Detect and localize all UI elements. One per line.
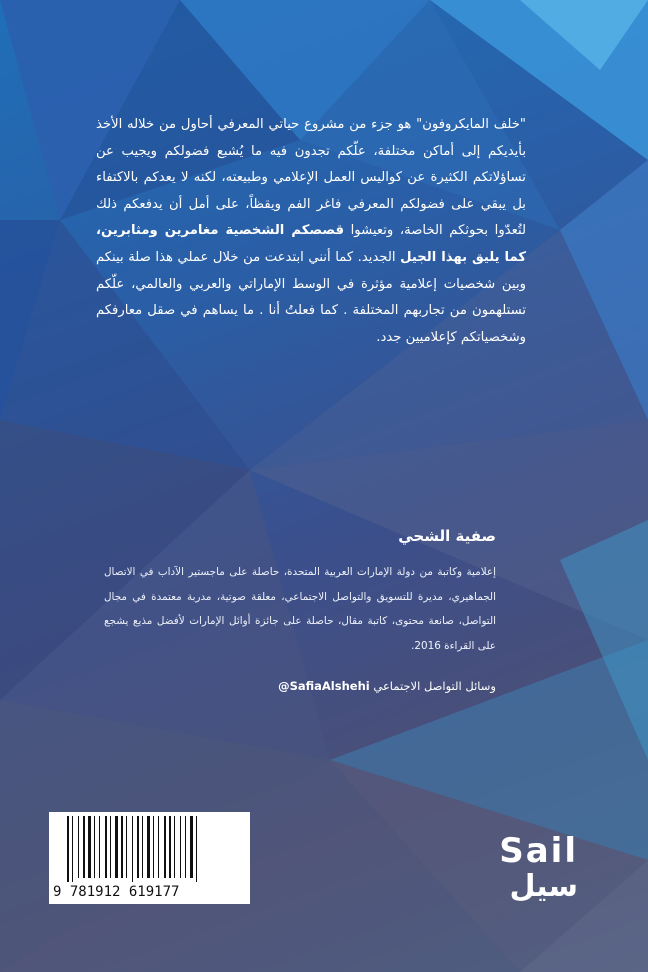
barcode-bar — [126, 816, 127, 878]
isbn-number: 9 781912 619177 — [53, 884, 180, 900]
bio-line: الآداب في الاتصال الجماهيري، مديرة للتسويق والتواصل الاجتماعي، — [104, 566, 496, 603]
barcode-bar — [121, 816, 123, 878]
isbn-barcode — [49, 812, 250, 904]
blurb-line: أحاول من خلاله الأخذ بأيديكم إلى أماكن مختلفة، علّكم — [96, 117, 526, 159]
barcode-bar — [72, 816, 73, 882]
barcode-bar — [105, 816, 107, 878]
blurb-line: "خلف المايكروفون" هو جزء من مشروع حياتي المعرفي — [217, 117, 526, 132]
barcode-bar — [180, 816, 181, 878]
publisher-logo-arabic: سيل — [509, 869, 578, 904]
barcode-bar — [174, 816, 175, 878]
blurb-line: الكثيرة عن كواليس العمل الإعلامي وطبيعته، لكنه لا يعدكم — [143, 170, 468, 186]
barcode-bar — [88, 816, 91, 878]
barcode-bar — [115, 816, 118, 878]
barcode-bar — [190, 816, 193, 878]
blurb-line: بالاكتفاء بل يبقي على فضولكم المعرفي فاغر الفم ويقظاً، — [96, 170, 526, 212]
barcode-bar — [158, 816, 159, 878]
barcode-bar — [196, 816, 197, 882]
barcode-bar — [94, 816, 95, 878]
blurb-line: كإعلاميين جدد. — [376, 329, 457, 345]
barcode-bar — [78, 816, 79, 878]
blurb-line: الجديد. كما أنني ابتدعت من خلال عملي هذا صلة بينكم — [96, 249, 396, 265]
blurb-line: على أمل أن يدفعكم ذلك لتُعدّوا بحوثكم الخاصة، وتعيشوا — [96, 196, 526, 239]
barcode-bar — [132, 816, 133, 882]
publisher-logo-latin: Sail — [499, 831, 578, 871]
barcode-bar — [142, 816, 143, 878]
social-label: وسائل التواصل الاجتماعي — [373, 679, 496, 693]
barcode-bar — [147, 816, 150, 878]
barcode-bar — [67, 816, 69, 882]
barcode-bar — [153, 816, 154, 878]
author-name: صفية الشحي — [398, 527, 496, 545]
social-media-line — [104, 679, 496, 693]
bio-line: إعلامية وكاتبة من دولة الإمارات العربية المتحدة، حاصلة على ماجستير — [188, 566, 496, 578]
social-handle: @SafiaAlshehi — [278, 679, 370, 693]
bio-line: معلقة صوتية، مدربة معتمدة في مجال التواصل، صانعة محتوى، — [104, 590, 496, 628]
author-bio — [104, 560, 496, 658]
back-cover-blurb — [96, 112, 526, 351]
blurb-line: تجدون فيه ما يُشبع فضولكم ويجيب عن تساؤلاتكم — [96, 143, 526, 186]
barcode-bar — [185, 816, 186, 878]
barcode-bar — [169, 816, 171, 878]
barcode-bar — [110, 816, 111, 878]
bio-line: على القراءة 2016. — [411, 639, 496, 652]
blurb-line: والعربي والعالمي، علّكم تستلهمون من تجاربهم المختلفة . — [96, 276, 527, 319]
bio-line: كاتبة مقال، حاصلة على جائزة أوائل الإمارات لأفضل مذيع يشجع — [104, 615, 388, 628]
barcode-bars — [49, 812, 250, 882]
blurb-line: وبين شخصيات إعلامية مؤثرة في الوسط الإماراتي — [238, 276, 526, 292]
barcode-bar — [137, 816, 139, 878]
blurb-bold-line: قصصكم الشخصية مغامرين ومثابرين، كما يليق بهذا الجيل — [96, 223, 526, 265]
barcode-bar — [83, 816, 85, 878]
blurb-line: كما فعلتُ أنا . ما يساهم في صقل معارفكم وشخصياتكم — [96, 303, 526, 345]
barcode-bar — [99, 816, 100, 878]
barcode-bar — [164, 816, 166, 878]
